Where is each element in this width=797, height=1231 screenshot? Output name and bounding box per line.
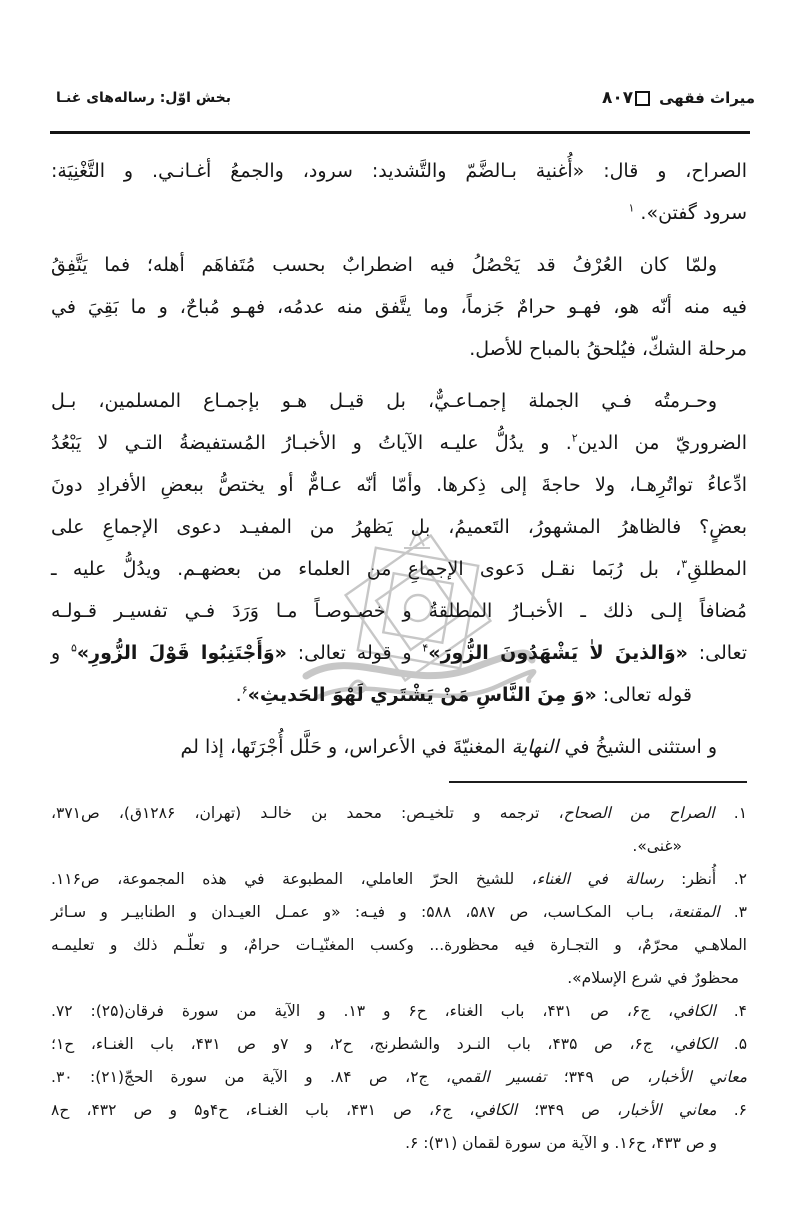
text-segment: قوله تعالى:	[596, 684, 692, 706]
text-segment: ، للشيخ الحرّ العاملي، المطبوعة في هذه المجموعة، ص۱۱۶.	[51, 870, 537, 888]
open-square-icon	[635, 91, 650, 106]
body-text	[51, 150, 747, 778]
text-segment: ، بـاب المكـاسب، ص ۵۸۷، ۵۸۸: و فيـه: «و عمـل العيـدان و الطنابيـر و سـائر	[51, 903, 674, 921]
text-segment: تفسير القمي	[450, 1068, 547, 1086]
footnote-4	[51, 995, 747, 1028]
text-segment: مرحلة الشكّ، فيُلحقُ بالمباح للأصل.	[469, 338, 747, 360]
text-segment: الصراح، و قال: «أُغنية بـالضَّمّ والتَّشديد: سرود، والجمعُ أغـانـي. و التَّغْنِيَة:	[51, 160, 747, 182]
text-segment: «وَ مِنَ النَّاسِ مَنْ يَشْتَري لَهْوَ الحَديثِ»	[247, 684, 597, 706]
text-segment: ، ترجمه و تلخيـص: محمد بن خالـد (تهران، ۱۲۸۶ق)، ص۳۷۱،	[51, 804, 564, 822]
paragraph-line	[51, 506, 747, 548]
text-segment: تعالى:	[687, 642, 748, 664]
footnote-line	[51, 896, 747, 929]
paragraph-line	[51, 632, 747, 674]
paragraph-line	[51, 726, 747, 768]
footnote-ref: ۶	[241, 683, 248, 697]
text-segment: وحـرمتُه فـي الجملة إجمـاعـيٌّ، بل قيـل هـو بإجمـاع المسلمين، بـل	[51, 390, 717, 412]
text-segment: ، ج۶، ص ۴۳۱، باب الغنـاء، ح۴و۵ و ص ۴۳۲، ح۸	[51, 1101, 475, 1119]
header-rule	[50, 131, 750, 134]
paragraph-1	[51, 150, 747, 234]
paragraph-line	[51, 548, 747, 590]
footnote-line	[51, 830, 747, 863]
footnote-line	[51, 863, 747, 896]
text-segment: ، ج۶، ص ۴۳۱، باب الغناء، ح۶ و ۱۳. و الآية من سورة فرقان(۲۵): ۷۲.	[51, 1002, 674, 1020]
paragraph-line	[51, 328, 747, 370]
footnote-2	[51, 863, 747, 896]
footnote-line	[51, 929, 747, 962]
footnote-line	[51, 797, 747, 830]
text-segment: محظورٌ في شرع الإسلام».	[567, 969, 739, 987]
text-segment: ، ج۶، ص ۴۳۵، باب النـرد والشطرنج، ح۲، و ۷و ص ۴۳۱، باب الغنـاء، ح۱؛	[51, 1035, 675, 1053]
text-segment: الكافي	[673, 1002, 716, 1020]
text-segment: ولمّا كان العُرْفُ قد يَحْصُلُ فيه اضطرابٌ بحسب مُتَفاهَم أهله؛ فما يَتَّفِقُ	[51, 254, 717, 276]
text-segment: فيه منه أنّه هو، فهـو حرامٌ جَزماً، وما يتَّفق منه عدمُه، فهـو مُباحٌ، و ما بَقِيَ في	[51, 296, 747, 318]
footnote-line	[51, 1094, 747, 1127]
paragraph-line	[51, 192, 747, 234]
text-segment: ، ص ۳۴۹؛	[546, 1068, 653, 1086]
text-segment: «غنى».	[632, 837, 682, 855]
paragraph-3	[51, 380, 747, 716]
footnote-3	[51, 896, 747, 995]
text-segment: و استثنى الشيخُ في	[558, 736, 717, 758]
footnote-ref: ۴	[422, 641, 429, 655]
header-book-group	[602, 88, 755, 108]
footnote-line	[51, 1028, 747, 1061]
text-segment: «وَالذينَ لاٰ يَشْهَدُونَ الزُّورَ»	[428, 642, 688, 664]
paragraph-line	[51, 422, 747, 464]
text-segment: رسالة في الغناء	[536, 870, 664, 888]
text-segment: النهاية	[511, 736, 559, 758]
paragraph-2	[51, 244, 747, 370]
text-segment: .	[235, 684, 242, 706]
text-segment: و ص ۴۳۳، ح۱۶. و الآية من سورة لقمان (۳۱): ۶.	[405, 1134, 717, 1152]
text-segment: مُضافاً إلـى ذلك ـ الأخبـارُ المطلقةُ و خصـوصـاً مـا وَرَدَ فـي تفسيـر قـولـه	[51, 600, 747, 622]
header-book-title: ميراث فقهى	[659, 89, 755, 107]
paragraph-line	[51, 380, 747, 422]
footnote-line	[51, 995, 747, 1028]
text-segment: الكافي	[674, 1035, 718, 1053]
text-segment: بعضٍ؟ فالظاهرُ المشهورُ، التَعميمُ، بل يَظهرُ من المفيـد دعوى الإجماعِ على	[51, 516, 747, 538]
footnote-ref: ۱	[628, 201, 635, 215]
footnote-line	[51, 1061, 747, 1094]
text-segment: ، ج۲، ص ۸۴. و الآية من سورة الحجّ(۲۱): ۳۰.	[51, 1068, 451, 1086]
text-segment: ، بل رُبَما نقـل دَعوى الإجماعِ من العلماء من بعضهـم. ويدُلُّ عليه ـ	[51, 558, 682, 580]
text-segment: ۶.	[716, 1101, 747, 1119]
text-segment: الصراح من الصحاح	[563, 804, 715, 822]
running-header	[56, 88, 755, 108]
text-segment: ۳.	[719, 903, 747, 921]
text-segment: الملاهـي محرّمٌ، و التجـارة فيه محظورة... وكسب المغنّيـات حرامٌ، و تعلّـم ذلك و تعليمـه	[51, 936, 747, 954]
paragraph-line	[51, 244, 747, 286]
paragraph-line	[51, 286, 747, 328]
text-segment: سرود گفتن».	[634, 202, 747, 224]
footnote-5	[51, 1028, 747, 1094]
text-segment: «وَأَجْتَنِبُوا قَوْلَ الزُّورِ»	[76, 642, 287, 664]
text-segment: ادِّعاءُ تواتُرِهـا، ولا حاجةَ إلى ذِكرها. وأمّا أنّه عـامٌّ أو يختصُّ ببعضِ الأفرادِ دونَ	[51, 474, 747, 496]
paragraph-line	[51, 464, 747, 506]
text-segment: و	[51, 642, 71, 664]
text-segment: الضروريّ من الدين	[577, 432, 747, 454]
text-segment: المطلقِ	[687, 558, 747, 580]
footnote-line	[51, 1127, 747, 1160]
footnote-line	[51, 962, 747, 995]
text-segment: المغنيّةَ في الأعراس، و حَلَّل أُجْرَتَها، إذا لم	[180, 736, 512, 758]
footnote-ref: ۲	[571, 431, 578, 445]
text-segment: الكافي	[474, 1101, 518, 1119]
footnote-ref: ۵	[70, 641, 77, 655]
paragraph-line	[51, 674, 747, 716]
paragraph-4	[51, 726, 747, 768]
footnote-1	[51, 797, 747, 863]
header-section-title: بخش اوّل: رساله‌های غنـا	[56, 90, 231, 106]
text-segment: ۱.	[714, 804, 748, 822]
text-segment: و قوله تعالى:	[286, 642, 423, 664]
page-number: ۸۰۷	[601, 88, 634, 108]
text-segment: معاني الأخبار	[622, 1101, 717, 1119]
paragraph-line	[51, 150, 747, 192]
text-segment: ۴.	[715, 1002, 747, 1020]
paragraph-line	[51, 590, 747, 632]
text-segment: . و يدُلُّ عليـه الآياتُ و الأخبـارُ المُستفيضةُ التـي لا يَبْعُدُ	[51, 432, 572, 454]
text-segment: ۵.	[717, 1035, 748, 1053]
text-segment: المقنعة	[673, 903, 720, 921]
footnote-6	[51, 1094, 747, 1160]
text-segment: ۲. أُنظر:	[663, 870, 747, 888]
footnote-rule	[449, 781, 747, 783]
text-segment: معاني الأخبار	[652, 1068, 747, 1086]
text-segment: ، ص ۳۴۹؛	[517, 1101, 623, 1119]
footnote-ref: ۳	[681, 557, 688, 571]
footnotes	[51, 797, 747, 1160]
